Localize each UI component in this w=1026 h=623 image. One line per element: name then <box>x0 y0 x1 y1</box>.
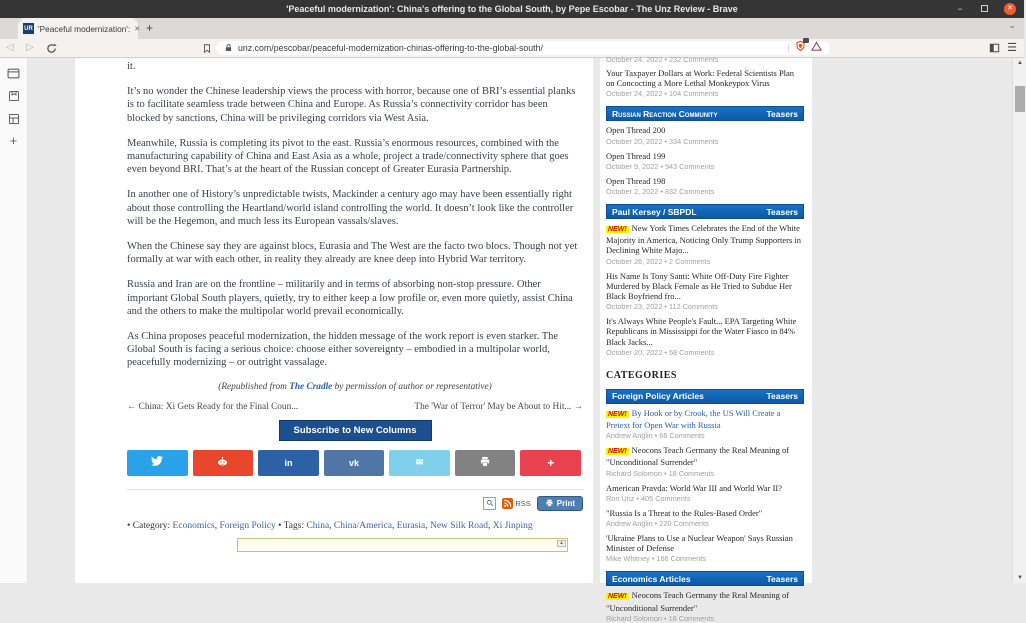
sidebar-article-item <box>606 533 804 563</box>
item-meta: Ron Unz • 405 Comments <box>606 493 691 503</box>
next-article-link[interactable]: The 'War of Terror' May be About to Hit... → <box>414 401 583 412</box>
sidebar-article-link[interactable]: NEW! By Hook or by Crook, the US Will Create a Pretext for Open War with Russia <box>606 407 781 431</box>
sidebar-article-link[interactable]: NEW! New York Times Celebrates the End of the White Majority in America, Noticing Only Trump Supporters in Declining White Majo... <box>606 223 802 256</box>
category-link[interactable]: Foreign Policy <box>219 520 276 531</box>
email-share-button[interactable] <box>389 450 450 476</box>
sidebar-article-link[interactable]: "Russia Is a Threat to the Rules-Based Order" <box>606 507 763 518</box>
teasers-label[interactable]: Teasers <box>766 573 798 584</box>
sidebar-article-item <box>606 316 804 357</box>
url-text: unz.com/pescobar/peaceful-modernization-chinas-offering-to-the-global-south/ <box>238 43 543 53</box>
scrollbar-thumb[interactable] <box>1015 86 1025 112</box>
article-paragraph: it. <box>127 61 136 72</box>
minimize-button[interactable]: − <box>957 4 963 14</box>
tab-close-icon[interactable]: ✕ <box>134 25 141 33</box>
sidebar-section-header[interactable] <box>606 571 804 586</box>
sidebar-article-item <box>606 483 804 503</box>
right-sidebar <box>600 55 812 623</box>
shields-badge <box>803 38 809 43</box>
tag-link[interactable]: Xi Jinping <box>492 520 533 531</box>
item-meta: October 24, 2022 • 232 Comments <box>606 55 719 64</box>
reddit-share-button[interactable] <box>193 450 254 476</box>
sidebar-article-link[interactable]: It's Always White People's Fault... EPA Targeting White Republicans in Mississippi for the Water Fiasco in 84% Black Jacks... <box>606 316 797 347</box>
teasers-label[interactable]: Teasers <box>766 206 798 217</box>
sidebar-article-item <box>606 68 804 98</box>
item-meta: October 23, 2022 • 112 Comments <box>606 302 718 312</box>
tag-link[interactable]: New Silk Road <box>429 520 489 531</box>
browser-toolbar <box>0 39 1024 58</box>
page-viewport <box>28 55 1010 623</box>
section-title: Russian Reaction Community <box>612 108 718 119</box>
sidebar-article-item <box>606 445 804 477</box>
category-label: • Category: <box>127 520 173 531</box>
section-title: Economics Articles <box>612 573 691 584</box>
new-badge: NEW! <box>608 593 627 601</box>
search-button[interactable] <box>483 497 496 510</box>
sidebar-article-link[interactable]: 'Ukraine Plans to Use a Nuclear Weapon' Says Russian Minister of Defense <box>606 533 793 554</box>
item-meta: Andrew Anglin • 220 Comments <box>606 519 709 529</box>
address-bar-separator: | <box>787 42 790 54</box>
close-button[interactable]: ✕ <box>1004 3 1016 15</box>
scroll-up-icon[interactable]: ▲ <box>559 540 564 546</box>
article-paragraph: Meanwhile, Russia is completing its pivot to the east. Russia’s enormous resources, combined with the manufacturing capability of China and East Asia as a whole, project a trade/connectivity sphere that goes even beyond BRI. That’s at the heart of the Russian concept of Greater Eurasia Partnership. <box>127 137 569 176</box>
sidebar-section-header[interactable] <box>606 389 804 404</box>
new-badge: NEW! <box>608 226 627 234</box>
tags-label: • Tags: <box>278 520 307 531</box>
rss-link[interactable]: RSS <box>502 498 530 509</box>
rail-tab-button[interactable] <box>7 68 20 79</box>
tab-strip <box>0 18 1024 39</box>
previous-article-link[interactable]: ← China: Xi Gets Ready for the Final Coun... <box>127 401 299 412</box>
sidebar-article-item <box>606 408 804 440</box>
print-share-button[interactable] <box>455 450 516 476</box>
subscribe-button[interactable]: Subscribe to New Columns <box>279 420 432 441</box>
sidebar-article-link[interactable]: Open Thread 199 <box>606 150 666 161</box>
sidebar-article-link[interactable]: American Pravda: World War III and World War II? <box>606 482 783 493</box>
new-tab-button[interactable]: + <box>146 21 154 35</box>
item-meta: October 20, 2022 • 58 Comments <box>606 347 715 357</box>
section-title: Foreign Policy Articles <box>612 391 704 402</box>
item-meta: Richard Solomon • 18 Comments <box>606 613 714 623</box>
sidebar-article-link[interactable]: Open Thread 200 <box>606 125 666 136</box>
item-meta: October 26, 2022 • 2 Comments <box>606 256 711 266</box>
reddit-icon <box>216 454 229 472</box>
sidebar-article-item <box>606 271 804 312</box>
the-cradle-link[interactable]: The Cradle <box>289 381 333 392</box>
tag-link[interactable]: Eurasia <box>396 520 426 531</box>
item-meta: Richard Solomon • 18 Comments <box>606 468 714 478</box>
back-button[interactable]: ◁ <box>6 42 14 53</box>
menu-button[interactable]: ☰ <box>1007 42 1017 54</box>
divider <box>127 489 583 490</box>
article-paragraph: When the Chinese say they are against blocs, Eurasia and The West are the facto two blocs. Though not yet formally at war with each other, in reality they already are knee deep into Hybrid War territory. <box>127 241 578 266</box>
new-badge: NEW! <box>608 448 627 456</box>
article-column <box>75 58 593 583</box>
category-tags-line: • Category: Economics, Foreign Policy • Tags: China, China/America, Eurasia, New Silk Road, Xi Jinping <box>127 520 533 531</box>
plus-icon: + <box>547 455 555 470</box>
sidebar-article-item <box>606 223 804 266</box>
scrollbar-down-icon[interactable]: ▼ <box>1017 575 1023 581</box>
rail-wallet-button[interactable] <box>8 113 20 125</box>
comment-box[interactable] <box>237 538 568 552</box>
sidebar-toggle-button[interactable] <box>989 43 1000 56</box>
item-meta: Andrew Anglin • 66 Comments <box>606 431 705 441</box>
printer-icon <box>479 454 491 472</box>
rss-icon <box>502 498 513 509</box>
section-title: Paul Kersey / SBPDL <box>612 206 697 217</box>
sidebar-article-item <box>606 508 804 528</box>
vk-icon: vk <box>349 457 360 468</box>
sidebar-article-item <box>606 176 804 196</box>
teasers-label[interactable]: Teasers <box>766 108 798 119</box>
brave-sidebar-rail <box>0 58 28 583</box>
sidebar-article-item <box>606 151 804 171</box>
item-meta: October 24, 2022 • 104 Comments <box>606 89 719 99</box>
item-meta: Mike Whitney • 166 Comments <box>606 554 706 564</box>
new-badge: NEW! <box>608 410 627 418</box>
warning-triangle-icon <box>811 41 822 52</box>
browser-tab[interactable] <box>18 18 141 39</box>
email-icon: ✉ <box>415 457 424 468</box>
search-icon <box>486 499 494 507</box>
lock-icon <box>224 43 233 53</box>
sidebar-panel-icon <box>989 43 1000 53</box>
page-scrollbar[interactable] <box>1012 58 1026 583</box>
window-titlebar <box>0 0 1024 18</box>
vk-share-button[interactable] <box>324 450 385 476</box>
article-paragraph: As China proposes peaceful modernization, the hidden message of the work report is even starker. The Global South is facing a serious choice: choose either sovereignty – embodied in a multipolar world, peacefully modernizing – or outright vassalage. <box>127 331 559 369</box>
rail-add-button[interactable]: + <box>9 133 18 148</box>
tag-link[interactable]: China <box>306 520 330 531</box>
republished-note: (Republished from The Cradle by permission of author or representative) <box>218 381 492 392</box>
reload-button[interactable] <box>46 43 57 57</box>
article-paragraph: It’s no wonder the Chinese leadership views the process with horror, because one of BRI’s essential planks is to facilitate seamless trade between China and Europe. As Russia’s connectivity corridor has been blocked by sanctions, China will be privileging corridors via West Asia. <box>127 86 576 124</box>
sidebar-article-link[interactable]: His Name Is Tony Santi: White Off-Duty Fire Fighter Murdered by Black Female as He Tried to Subdue Her Black Boyfriend fro... <box>606 270 792 302</box>
sidebar-section-header[interactable] <box>606 204 804 219</box>
category-link[interactable]: Economics <box>172 520 215 531</box>
tab-title: 'Peaceful modernization': <box>38 23 131 34</box>
bookmark-icon <box>202 43 212 54</box>
twitter-share-button[interactable] <box>127 450 188 476</box>
sidebar-article-link[interactable]: NEW! Neocons Teach Germany the Real Meaning of "Unconditional Surrender" <box>606 445 790 468</box>
linkedin-icon: in <box>284 457 293 468</box>
print-button[interactable]: Print <box>537 496 583 511</box>
teasers-label[interactable]: Teasers <box>766 391 798 402</box>
rail-bookmarks-button[interactable] <box>8 90 20 102</box>
sidebar-article-link[interactable]: Open Thread 198 <box>606 175 666 186</box>
sidebar-article-item <box>606 125 804 145</box>
sidebar-article-item <box>606 590 804 622</box>
more-share-button[interactable] <box>520 450 581 476</box>
reload-icon <box>46 43 57 54</box>
maximize-button[interactable] <box>978 3 990 15</box>
item-meta: October 2, 2022 • 832 Comments <box>606 187 715 197</box>
extension-button[interactable] <box>811 39 822 57</box>
article-paragraph: Russia and Iran are on the frontline – militarily and in terms of absorbing non-stop pressure. Other important Global South players, quietly, try to either keep a low profile or, even more quietly, assist China and the others to make the multipolar world prevail economically. <box>127 279 573 317</box>
twitter-icon <box>151 454 163 472</box>
window-title: 'Peaceful modernization': China's offering to the Global South, by Pepe Escobar - The Unz Review - Brave <box>286 4 738 14</box>
sidebar-article-link[interactable]: Your Taxpayer Dollars at Work: Federal Scientists Plan on Concocting a More Lethal Monkeypox Virus <box>606 68 795 89</box>
sidebar-article-link[interactable]: NEW! Neocons Teach Germany the Real Meaning of "Unconditional Surrender" <box>606 590 790 613</box>
categories-heading: CATEGORIES <box>606 369 677 381</box>
linkedin-share-button[interactable] <box>258 450 319 476</box>
share-buttons-row <box>127 450 581 476</box>
item-meta: October 20, 2022 • 334 Comments <box>606 136 719 146</box>
item-meta: October 9, 2022 • 943 Comments <box>606 161 715 171</box>
tab-search-chevron-icon[interactable]: ⌄ <box>1008 20 1016 30</box>
forward-button[interactable]: ▷ <box>26 42 34 53</box>
article-paragraph: In another one of History’s unpredictable twists, Mackinder a century ago may have been essentially right about those controlling the Heartland/world island controlling the world. It doesn’t look like the controller will be the Hegemon, and much less its European vassals/slaves. <box>127 189 574 227</box>
site-favicon: UR <box>23 23 34 34</box>
tag-link[interactable]: China/America <box>333 520 392 531</box>
address-bar[interactable] <box>216 41 830 55</box>
sidebar-section-header[interactable] <box>606 106 804 121</box>
printer-icon <box>545 499 554 507</box>
scrollbar-up-icon[interactable]: ▲ <box>1017 60 1023 66</box>
bookmark-button[interactable] <box>202 43 212 57</box>
